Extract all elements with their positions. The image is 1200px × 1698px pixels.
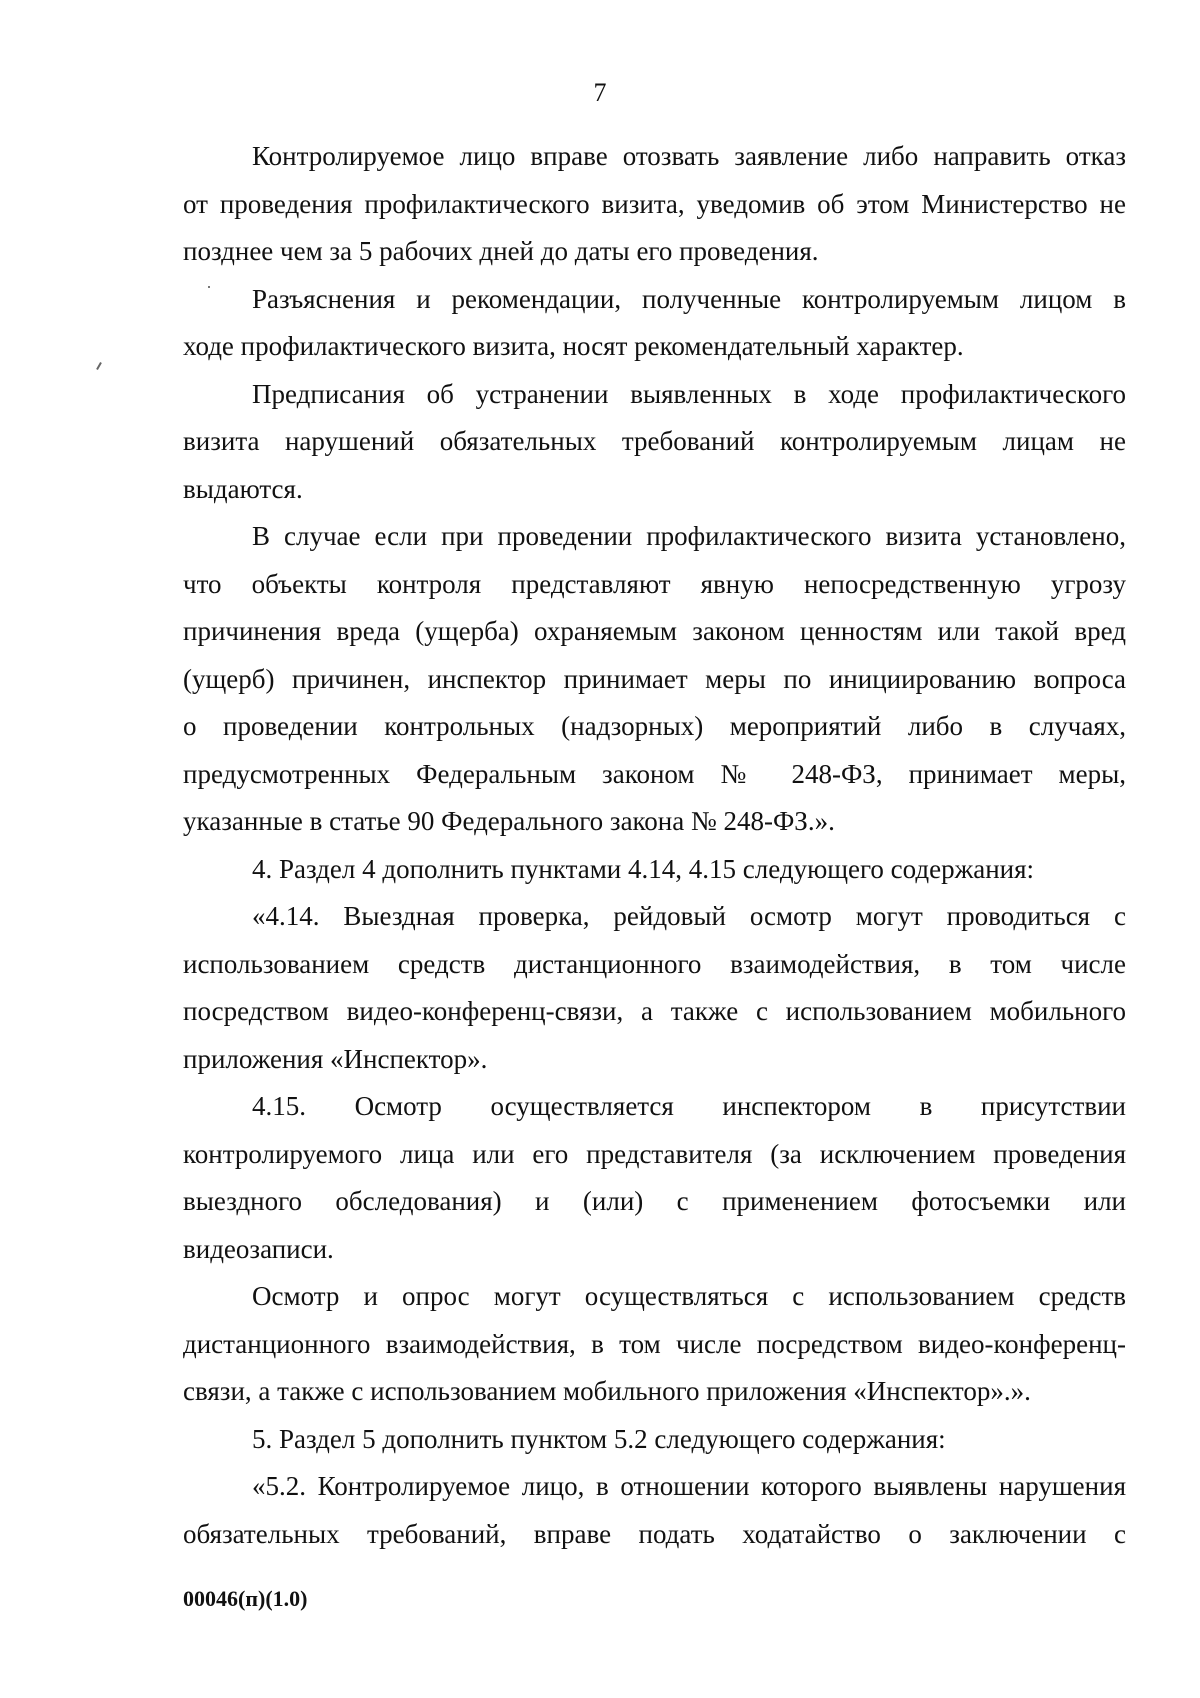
text-line: Контролируемое лицо вправе отозвать заявление либо направить отказ [252,141,1126,171]
text-line: видеозаписи. [183,1233,334,1264]
text-line: Осмотр и опрос могут осуществляться с использованием средств [252,1281,1126,1311]
text-line: посредством видео-конференц-связи, а также с использованием мобильного [183,996,1126,1026]
text-line: выдаются. [183,473,303,504]
text-line: 5. Раздел 5 дополнить пунктом 5.2 следующего содержания: [252,1423,946,1454]
text-line: причинения вреда (ущерба) охраняемым законом ценностям или такой вред [183,616,1126,646]
scan-artifact [96,362,102,370]
text-line: предусмотренных Федеральным законом № 248-ФЗ, принимает меры, [183,758,1126,789]
text-line: приложения «Инспектор». [183,1043,488,1074]
text-line: дистанционного взаимодействия, в том числе посредством видео-конференц- [183,1328,1126,1359]
paragraph [183,513,1126,846]
text-line: В случае если при проведении профилактического визита установлено, [252,521,1126,551]
text-line: позднее чем за 5 рабочих дней до даты его проведения. [183,236,819,266]
text-line: от проведения профилактического визита, уведомив об этом Министерство не [183,188,1126,219]
text-line: «5.2. Контролируемое лицо, в отношении которого выявлены нарушения [252,1471,1126,1501]
text-line: «4.14. Выездная проверка, рейдовый осмотр могут проводиться с [252,901,1126,931]
text-line: контролируемого лица или его представителя (за исключением проведения [183,1138,1126,1169]
text-line: 4. Раздел 4 дополнить пунктами 4.14, 4.15 следующего содержания: [252,853,1035,884]
paragraph [183,1463,1126,1558]
text-line: выездного обследования) и (или) с применением фотосъемки или [183,1186,1126,1216]
paragraph [183,846,1126,894]
paragraph [183,1416,1126,1464]
paragraph [183,133,1126,276]
document-body [183,133,1126,1558]
page-number: 7 [593,78,607,107]
paragraph [183,1083,1126,1273]
text-line: Предписания об устранении выявленных в ходе профилактического [252,378,1126,409]
paragraph [183,276,1126,371]
text-line: использованием средств дистанционного взаимодействия, в том числе [183,948,1126,979]
paragraph [183,1273,1126,1416]
paragraph [183,893,1126,1083]
document-code: 00046(п)(1.0) [183,1586,308,1611]
text-line: связи, а также с использованием мобильного приложения «Инспектор».». [183,1376,1031,1406]
text-line: 4.15. Осмотр осуществляется инспектором в присутствии [252,1091,1126,1121]
text-line: визита нарушений обязательных требований контролируемым лицам не [183,426,1126,456]
text-line: обязательных требований, вправе подать ходатайство о заключении с [183,1518,1126,1549]
text-line: Разъяснения и рекомендации, полученные контролируемым лицом в [252,283,1126,314]
text-line: указанные в статье 90 Федерального закона № 248-ФЗ.». [183,806,835,836]
paragraph [183,371,1126,514]
text-line: (ущерб) причинен, инспектор принимает меры по инициированию вопроса [183,663,1126,694]
text-line: что объекты контроля представляют явную непосредственную угрозу [183,568,1126,599]
text-line: о проведении контрольных (надзорных) мероприятий либо в случаях, [183,711,1126,741]
text-line: ходе профилактического визита, носят рекомендательный характер. [183,331,964,361]
